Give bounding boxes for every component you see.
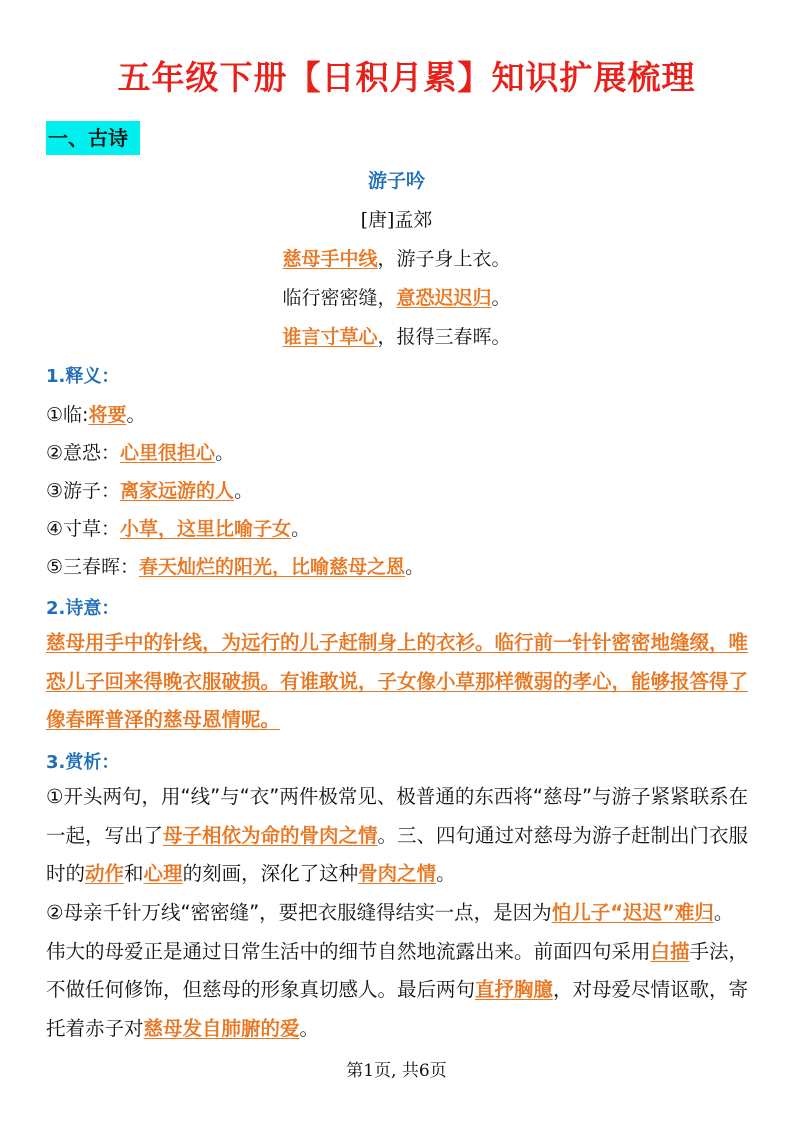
poem-author: [唐]孟郊: [360, 209, 433, 231]
text-run: ②母亲千针万线“密密缝”，要把衣服缝得结实一点，是因为: [46, 901, 552, 924]
explain-heading: 1.释义：: [46, 366, 120, 387]
key-phrase: 直抒胸臆: [475, 978, 554, 1001]
text-run: 手法，不做任何修饰，但慈母的形象真切感人。最后两句: [46, 939, 749, 1001]
text-run: 。三、四句通过对慈母为游子赶制出门衣服时的: [46, 823, 749, 885]
appreciation-paragraph-2: [46, 894, 750, 1048]
explain-term: ③游子：: [46, 480, 121, 502]
explain-end: 。: [405, 556, 425, 578]
poem-line-2-highlight: 意恐迟迟归: [396, 287, 492, 309]
explain-end: 。: [126, 404, 146, 426]
appreciation-paragraph-1: [46, 778, 750, 894]
explain-item: [46, 476, 253, 503]
explain-end: 。: [291, 518, 311, 540]
text-run: 。: [436, 862, 456, 885]
explain-term: ②意恐：: [46, 442, 121, 464]
text-run: ，对母爱尽情讴歌，寄托着赤子对: [46, 978, 749, 1040]
key-phrase: 母子相依为命的骨肉之情: [163, 823, 378, 847]
explain-term: ④寸草：: [46, 518, 121, 540]
key-phrase: 动作: [85, 862, 125, 885]
poem-line-3: [0, 322, 793, 349]
page-title: 五年级下册【日积月累】知识扩展梳理: [117, 58, 696, 97]
poem-line-3-highlight: 谁言寸草心: [282, 326, 378, 348]
explain-definition: 小草，这里比喻子女: [120, 518, 292, 540]
explain-term: ①临:: [46, 404, 89, 426]
text-run: 的刻画，深化了这种: [182, 862, 359, 885]
key-phrase: 骨肉之情: [358, 862, 437, 885]
poem-line-2: [0, 283, 793, 310]
explain-definition: 将要: [88, 404, 127, 426]
explain-item: [46, 400, 145, 427]
key-phrase: 怕儿子“迟迟”难归: [551, 901, 714, 924]
explain-definition: 心里很担心: [120, 442, 216, 464]
key-phrase: 心理: [143, 862, 183, 885]
explain-term: ⑤三春晖：: [46, 556, 140, 578]
appreciation-heading: 3.赏析：: [46, 752, 120, 773]
explain-definition: 离家远游的人: [120, 480, 235, 502]
explain-definition: 春天灿烂的阳光，比喻慈母之恩: [139, 556, 406, 578]
section-heading-poetry: 一、古诗: [46, 121, 140, 155]
poem-line-1-highlight: 慈母手中线: [282, 248, 378, 270]
text-run: 。: [299, 1016, 320, 1040]
poem-line-3-rest: ，报得三春晖。: [377, 326, 511, 348]
explain-item: [46, 552, 424, 579]
text-run: ①开头两句，用“线”与“衣”两件极常见、极普通的东西将“慈母”与游子紧紧联系在一起，写出了: [46, 785, 749, 847]
explain-item: [46, 438, 234, 465]
meaning-paragraph: 慈母用手中的针线，为远行的儿子赶制身上的衣衫。临行前一针针密密地缝缀，唯恐儿子回来得晚衣服破损。有谁敢说，子女像小草那样微弱的孝心，能够报答得了像春晖普泽的慈母恩情呢。: [46, 631, 749, 731]
meaning-heading: 2.诗意：: [46, 598, 120, 619]
key-phrase: 慈母发自肺腑的爱: [143, 1016, 300, 1040]
poem-line-1: [0, 244, 793, 271]
poem-line-2-start: 临行密密缝，: [282, 287, 397, 309]
key-phrase: 白描: [650, 939, 690, 963]
page-number: 第1页, 共6页: [346, 1061, 447, 1081]
poem-title: 游子吟: [367, 170, 425, 192]
text-run: 和: [124, 862, 144, 885]
explain-item: [46, 514, 310, 541]
explain-end: 。: [234, 480, 254, 502]
text-run: 。伟大的母爱正是通过日常生活中的细节自然地流露出来。前面四句采用: [46, 901, 734, 963]
poem-line-1-rest: ，游子身上衣。: [377, 248, 511, 270]
explain-end: 。: [215, 442, 235, 464]
poem-line-2-end: 。: [491, 287, 511, 309]
